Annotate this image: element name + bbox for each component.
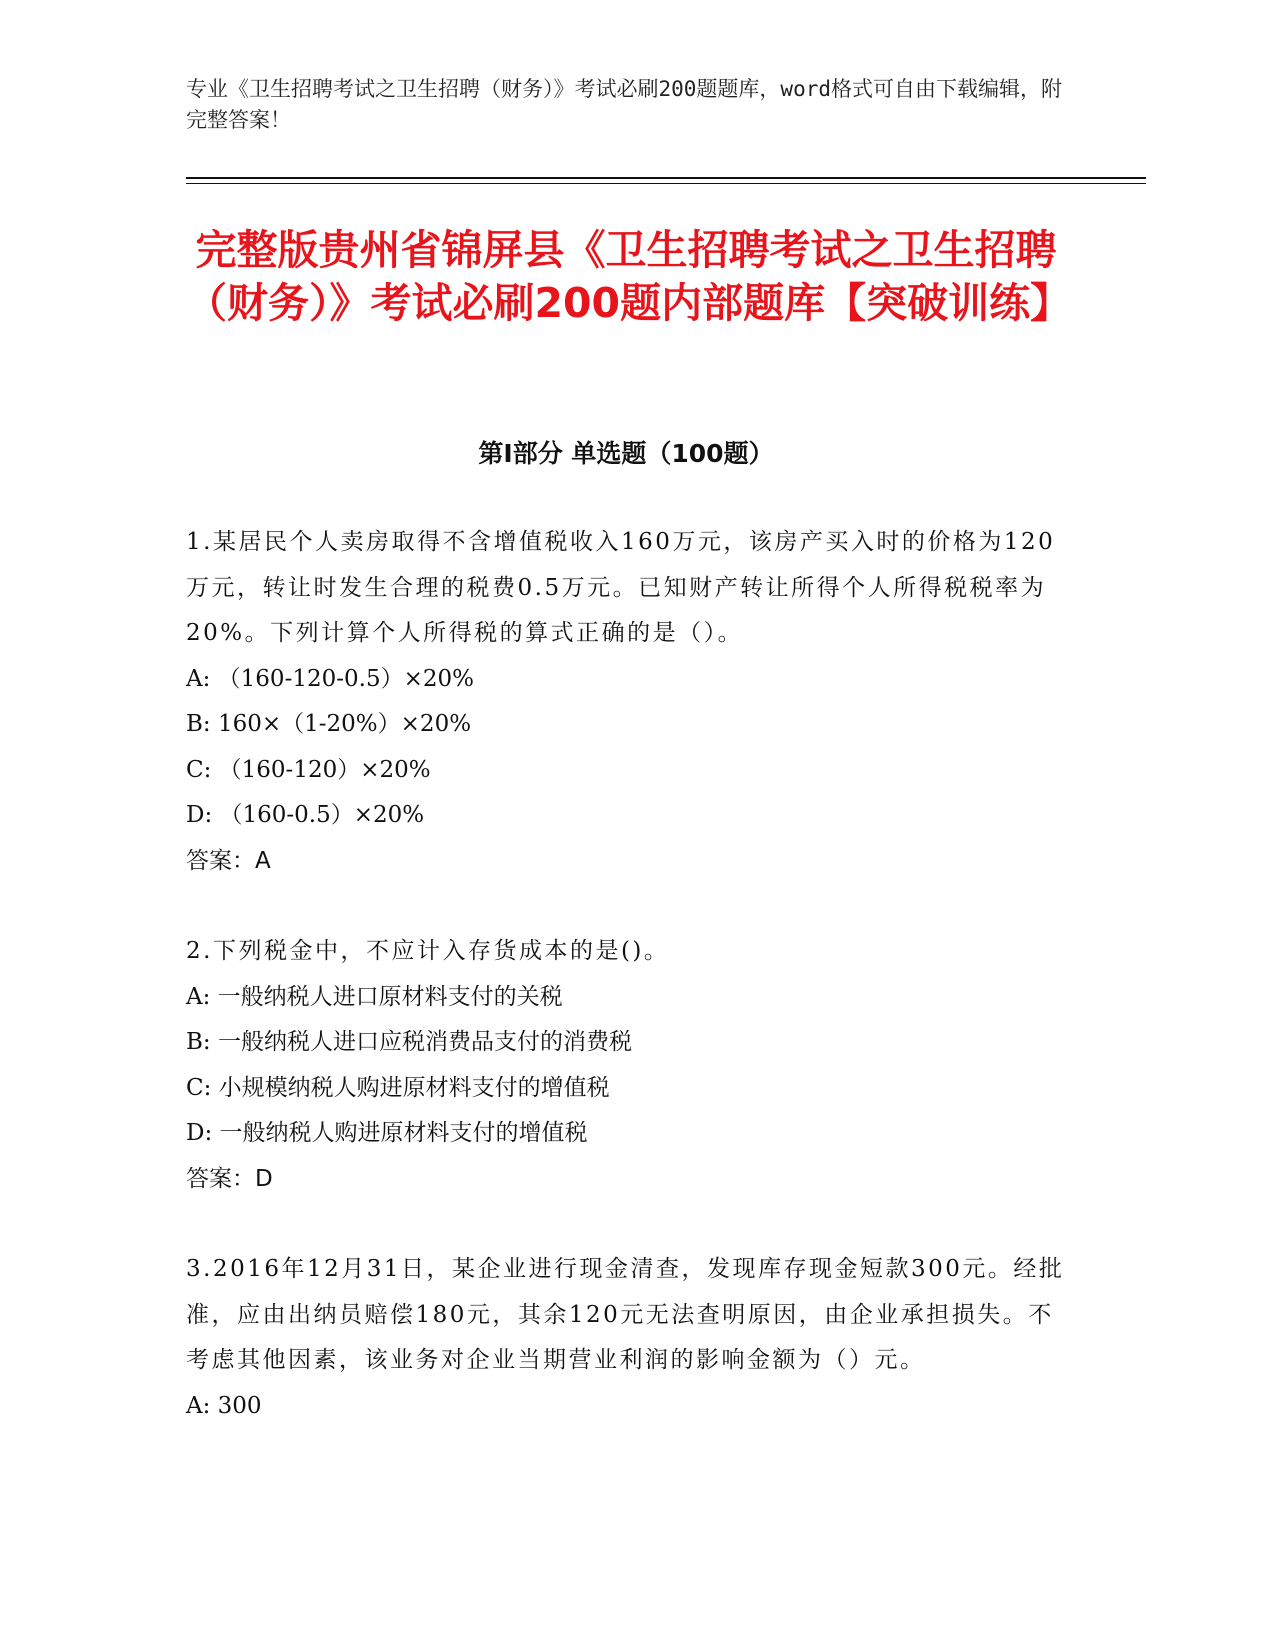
option-a: A: 300 bbox=[186, 1392, 262, 1419]
answer-line bbox=[186, 839, 1066, 885]
option-c: C: 小规模纳税人购进原材料支付的增值税 bbox=[186, 1074, 610, 1101]
question-stem: 3.2016年12月31日，某企业进行现金清查，发现库存现金短款300元。经批准，应由出纳员赔偿180元，其余120元无法查明原因，由企业承担损失。不考虑其他因素，该业务对企业当期营业利润的影响金额为（）元。 bbox=[186, 1256, 1065, 1373]
option-b: B: 160×（1-20%）×20% bbox=[186, 711, 472, 737]
answer-line bbox=[186, 1157, 1066, 1203]
question-1 bbox=[186, 520, 1066, 884]
option-a: A: 一般纳税人进口原材料支付的关税 bbox=[186, 983, 563, 1010]
header-divider-thick bbox=[186, 177, 1146, 179]
question-3 bbox=[186, 1247, 1066, 1429]
question-list bbox=[186, 520, 1066, 1429]
question-stem: 1.某居民个人卖房取得不含增值税收入160万元，该房产买入时的价格为120万元，转让时发生合理的税费0.5万元。已知财产转让所得个人所得税税率为20%。下列计算个人所得税的算式正确的是（）。 bbox=[186, 529, 1056, 646]
option-d: D: （160-0.5）×20% bbox=[186, 802, 425, 828]
answer-value: D bbox=[255, 1165, 273, 1192]
answer-value: A bbox=[255, 847, 271, 874]
option-a: A: （160-120-0.5）×20% bbox=[186, 665, 474, 692]
header-divider-thin bbox=[186, 183, 1146, 184]
document-title: 完整版贵州省锦屏县《卫生招聘考试之卫生招聘（财务）》考试必刷200题内部题库【突破训练】 bbox=[186, 226, 1072, 327]
answer-prefix: 答案： bbox=[186, 847, 255, 874]
question-stem: 2.下列税金中，不应计入存货成本的是()。 bbox=[186, 938, 670, 964]
header-note: 专业《卫生招聘考试之卫生招聘（财务）》考试必刷200题题库，word格式可自由下载编辑，附完整答案！ bbox=[186, 77, 1062, 132]
option-d: D: 一般纳税人购进原材料支付的增值税 bbox=[186, 1120, 588, 1146]
answer-prefix: 答案： bbox=[186, 1165, 255, 1192]
option-b: B: 一般纳税人进口应税消费品支付的消费税 bbox=[186, 1029, 632, 1055]
option-c: C: （160-120）×20% bbox=[186, 756, 431, 783]
section-heading: 第Ⅰ部分 单选题（100题） bbox=[478, 439, 774, 468]
question-2 bbox=[186, 929, 1066, 1202]
